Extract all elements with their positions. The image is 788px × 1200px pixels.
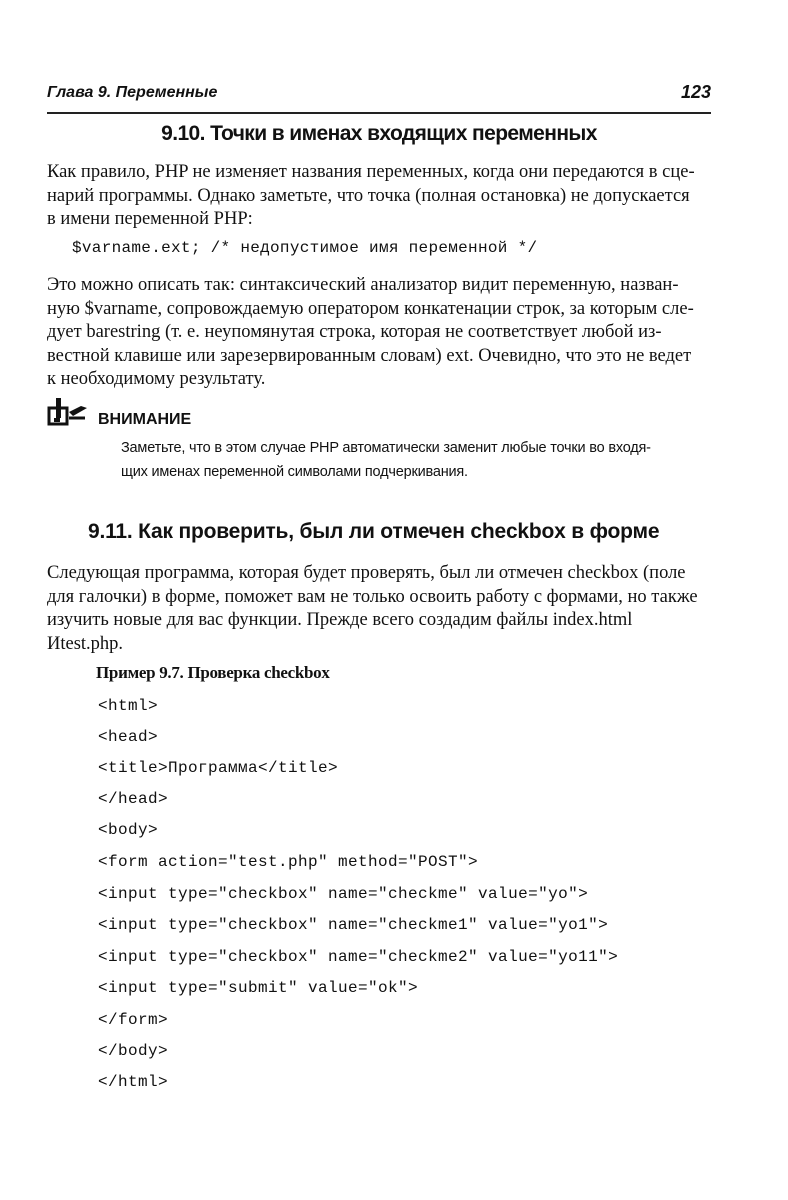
code-line: <input type="checkbox" name="checkme2" value="yo11">	[98, 948, 619, 966]
code-line: <form action="test.php" method="POST">	[98, 853, 479, 871]
code-example-varname: $varname.ext; /* недопустимое имя переменной */	[72, 239, 538, 257]
example-title: Пример 9.7. Проверка checkbox	[96, 663, 330, 682]
section1-paragraph-2	[47, 274, 711, 392]
section-title-9-10: 9.10. Точки в именах входящих переменных	[161, 122, 597, 145]
text-line: Это можно описать так: синтаксический анализатор видит переменную, назван-	[47, 275, 679, 295]
code-line: <head>	[98, 728, 159, 746]
code-line: </head>	[98, 790, 169, 808]
code-line: <title>Программа</title>	[98, 759, 339, 777]
page-number: 123	[680, 82, 711, 102]
text-line: вестной клавише или зарезервированным словам) ext. Очевидно, что это не ведет	[47, 345, 692, 366]
section1-paragraph-1	[47, 161, 711, 232]
code-line: </form>	[98, 1011, 169, 1029]
code-line: </body>	[98, 1042, 169, 1060]
section-title-9-11: 9.11. Как проверить, был ли отмечен checkbox в форме	[88, 520, 660, 543]
running-header	[47, 84, 711, 108]
section2-paragraph	[47, 562, 711, 656]
code-line: <input type="checkbox" name="checkme" value="yo">	[98, 885, 589, 903]
text-line: Следующая программа, которая будет проверять, был ли отмечен checkbox (поле	[47, 563, 686, 583]
warning-hand-icon	[47, 396, 89, 428]
warning-title: ВНИМАНИЕ	[98, 411, 192, 428]
text-line: для галочки) в форме, поможет вам не только освоить работу с формами, но также	[47, 586, 698, 607]
text-line: дует barestring (т. е. неупомянутая строка, которая не соответствует любой из-	[47, 322, 662, 342]
header-rule	[47, 112, 711, 114]
code-line: <html>	[98, 697, 159, 715]
text-line: Заметьте, что в этом случае PHP автоматически заменит любые точки во входя-	[121, 440, 651, 456]
text-line: изучить новые для вас функции. Прежде всего создадим файлы index.html	[47, 610, 633, 630]
code-line: <input type="checkbox" name="checkme1" value="yo1">	[98, 916, 609, 934]
text-line: щих именах переменной символами подчеркивания.	[121, 464, 468, 480]
code-line: <input type="submit" value="ok">	[98, 979, 419, 997]
text-line: ную $varname, сопровождаемую оператором конкатенации строк, за которым сле-	[47, 298, 694, 319]
text-line: Как правило, PHP не изменяет названия переменных, когда они передаются в сце-	[47, 162, 695, 182]
text-line: нарий программы. Однако заметьте, что точка (полная остановка) не допускается	[47, 185, 690, 206]
code-line: <body>	[98, 821, 159, 839]
text-line: Иtest.php.	[47, 633, 124, 654]
text-line: в имени переменной PHP:	[47, 209, 253, 229]
chapter-title: Глава 9. Переменные	[47, 84, 218, 101]
text-line: к необходимому результату.	[47, 369, 266, 389]
code-line: </html>	[98, 1073, 169, 1091]
warning-text	[121, 436, 721, 484]
